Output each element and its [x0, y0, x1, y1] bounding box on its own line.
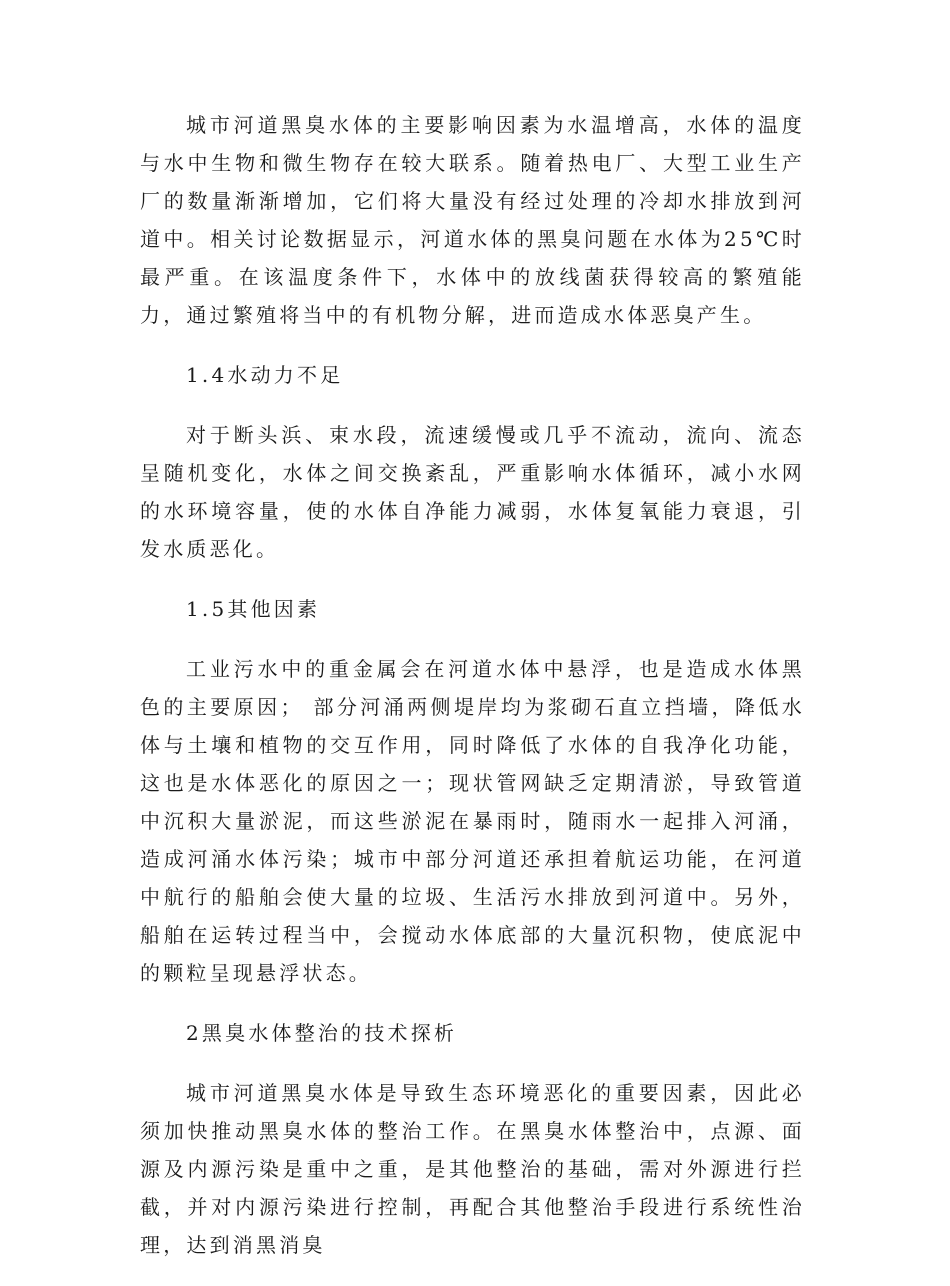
section-heading-1-5: 1.5其他因素	[186, 597, 321, 621]
paragraph-remediation-techniques: 城市河道黑臭水体是导致生态环境恶化的重要因素，因此必须加快推动黑臭水体的整治工作。在黑臭水体整治中，点源、面源及内源污染是重中之重，是其他整治的基础，需对外源进行拦截，并对内源污染进行控制，再配合其他整治手段进行系统性治理，达到消黑消臭	[140, 1081, 805, 1257]
section-heading-2: 2黑臭水体整治的技术探析	[186, 1021, 458, 1045]
paragraph-water-temperature: 城市河道黑臭水体的主要影响因素为水温增高，水体的温度与水中生物和微生物存在较大联系。随着热电厂、大型工业生产厂的数量渐渐增加，它们将大量没有经过处理的冷却水排放到河道中。相关讨论数据显示，河道水体的黑臭问题在水体为25℃时最严重。在该温度条件下，水体中的放线菌获得较高的繁殖能力，通过繁殖将当中的有机物分解，进而造成水体恶臭产生。	[140, 113, 805, 327]
document-body	[140, 106, 805, 1286]
paragraph-other-factors: 工业污水中的重金属会在河道水体中悬浮，也是造成水体黑色的主要原因； 部分河涌两侧堤岸均为浆砌石直立挡墙，降低水体与土壤和植物的交互作用，同时降低了水体的自我净化功能，这也是水体恶化的原因之一；现状管网缺乏定期清淤，导致管道中沉积大量淤泥，而这些淤泥在暴雨时，随雨水一起排入河涌，造成河涌水体污染；城市中部分河道还承担着航运功能，在河道中航行的船舶会使大量的垃圾、生活污水排放到河道中。另外，船舶在运转过程当中，会搅动水体底部的大量沉积物，使底泥中的颗粒呈现悬浮状态。	[140, 657, 805, 985]
paragraph-hydrodynamics: 对于断头浜、束水段，流速缓慢或几乎不流动，流向、流态呈随机变化，水体之间交换紊乱，严重影响水体循环，减小水网的水环境容量，使的水体自净能力减弱，水体复氧能力衰退，引发水质恶化。	[140, 423, 805, 561]
section-heading-1-4: 1.4水动力不足	[186, 363, 344, 387]
